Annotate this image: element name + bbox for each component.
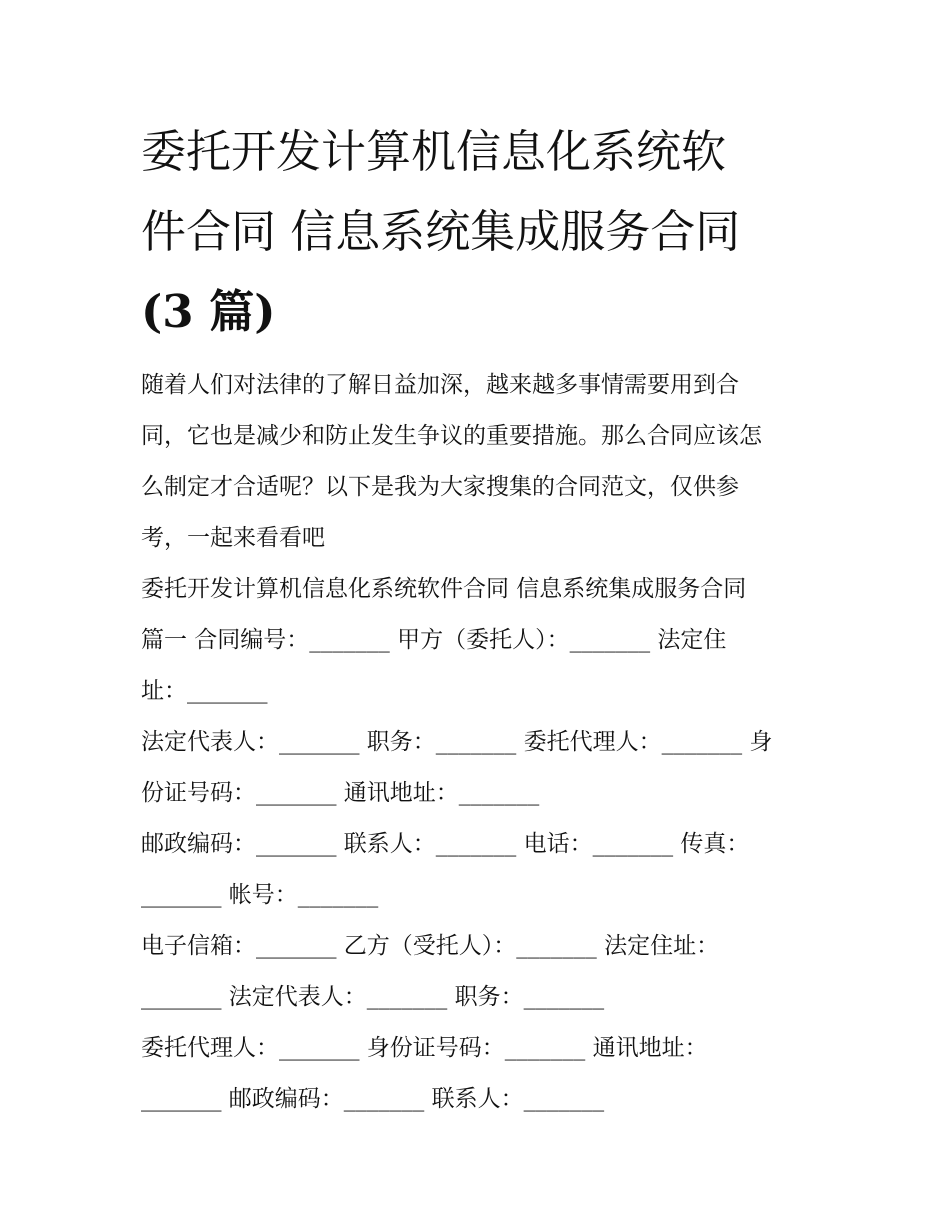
intro-line: 同，它也是减少和防止发生争议的重要措施。那么合同应该怎 <box>141 423 762 449</box>
contract-line: 址：_______ <box>141 678 268 704</box>
document-body <box>141 360 821 1125</box>
title-line-2: 件合同 信息系统集成服务合同 <box>141 205 741 258</box>
contract-line: 邮政编码：_______ 联系人：_______ 电话：_______ 传真： <box>141 831 750 857</box>
contract-line: 份证号码：_______ 通讯地址：_______ <box>141 780 540 806</box>
contract-line: _______ 法定代表人：_______ 职务：_______ <box>141 984 605 1010</box>
intro-line: 考，一起来看看吧 <box>141 525 325 551</box>
section-heading: 委托开发计算机信息化系统软件合同 信息系统集成服务合同 <box>141 576 747 602</box>
document-page <box>141 112 821 1125</box>
contract-line: 委托代理人：_______ 身份证号码：_______ 通讯地址： <box>141 1035 708 1061</box>
contract-line: 篇一 合同编号：_______ 甲方（委托人）：_______ 法定住 <box>141 627 727 653</box>
contract-line: _______ 帐号：_______ <box>141 882 379 908</box>
contract-line: 电子信箱：_______ 乙方（受托人）：_______ 法定住址： <box>141 933 720 959</box>
intro-line: 么制定才合适呢？以下是我为大家搜集的合同范文，仅供参 <box>141 474 739 500</box>
document-title <box>141 112 821 352</box>
contract-fields <box>141 615 821 1125</box>
contract-line: 法定代表人：_______ 职务：_______ 委托代理人：_______ 身 <box>141 729 773 755</box>
intro-paragraph <box>141 360 821 564</box>
title-line-3: (3 篇) <box>141 285 276 338</box>
intro-line: 随着人们对法律的了解日益加深，越来越多事情需要用到合 <box>141 372 739 398</box>
contract-line: _______ 邮政编码：_______ 联系人：_______ <box>141 1086 605 1112</box>
title-line-1: 委托开发计算机信息化系统软 <box>141 125 727 178</box>
